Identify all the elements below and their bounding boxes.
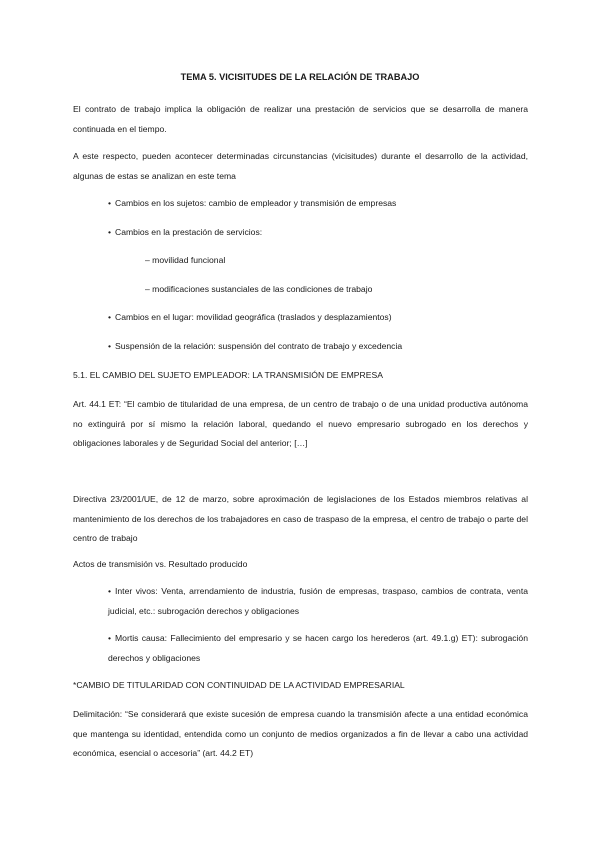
page-title: TEMA 5. VICISITUDES DE LA RELACIÓN DE TRABAJO [180, 72, 420, 82]
bullet-icon: • [108, 198, 112, 208]
delimitacion-paragraph: Delimitación: “Se considerará que existe sucesión de empresa cuando la transmisión afecte a una entidad económica que mantenga su identidad, entendida como un conjunto de medios organizados a fin de llevar a cabo una actividad económica, esencial o accesoria” (art. 44.2 ET) [73, 709, 528, 758]
list-item [108, 629, 528, 668]
list-item-text: Mortis causa: Fallecimiento del empresario y se hacen cargo los herederos (art. 49.1.g) ET): subrogación derechos y obligaciones [108, 633, 528, 663]
list-item [108, 194, 528, 214]
list-item-text: Inter vivos: Venta, arrendamiento de industria, fusión de empresas, traspaso, cambios de contrata, venta judicial, etc.: subrogación derechos y obligaciones [108, 586, 528, 616]
list-item [108, 308, 528, 328]
list-item [108, 223, 528, 243]
list-item [108, 337, 528, 357]
sub-list-item: – movilidad funcional [145, 255, 226, 265]
list-item-text: Cambios en la prestación de servicios: [115, 227, 263, 237]
sub-list-item: – modificaciones sustanciales de las condiciones de trabajo [145, 284, 373, 294]
bullet-icon: • [108, 633, 112, 643]
section-heading: 5.1. EL CAMBIO DEL SUJETO EMPLEADOR: LA TRANSMISIÓN DE EMPRESA [73, 370, 383, 380]
directiva-paragraph: Directiva 23/2001/UE, de 12 de marzo, sobre aproximación de legislaciones de los Estados miembros relativas al mantenimiento de los derechos de los trabajadores en caso de traspaso de la empresa, el centro de trabajo o parte del centro de trabajo [73, 494, 528, 543]
bullet-icon: • [108, 227, 112, 237]
subsection-heading: *CAMBIO DE TITULARIDAD CON CONTINUIDAD DE LA ACTIVIDAD EMPRESARIAL [73, 680, 405, 690]
bullet-icon: • [108, 312, 112, 322]
list-item-text: Cambios en el lugar: movilidad geográfica (traslados y desplazamientos) [115, 312, 392, 322]
article-paragraph: Art. 44.1 ET: “El cambio de titularidad de una empresa, de un centro de trabajo o de una unidad productiva autónoma no extinguirá por sí mismo la relación laboral, quedando el nuevo empresario subrogado en los derechos y obligaciones laborales y de Seguridad Social del anterior; […] [73, 399, 528, 448]
actos-paragraph: Actos de transmisión vs. Resultado producido [73, 559, 248, 569]
bullet-icon: • [108, 586, 112, 596]
intro-paragraph-1: El contrato de trabajo implica la obligación de realizar una prestación de servicios que se desarrolla de manera continuada en el tiempo. [73, 104, 528, 134]
list-item [108, 582, 528, 621]
bullet-icon: • [108, 341, 112, 351]
intro-paragraph-2: A este respecto, pueden acontecer determinadas circunstancias (vicisitudes) durante el desarrollo de la actividad, algunas de estas se analizan en este tema [73, 151, 528, 181]
list-item-text: Suspensión de la relación: suspensión del contrato de trabajo y excedencia [115, 341, 403, 351]
list-item-text: Cambios en los sujetos: cambio de empleador y transmisión de empresas [115, 198, 397, 208]
